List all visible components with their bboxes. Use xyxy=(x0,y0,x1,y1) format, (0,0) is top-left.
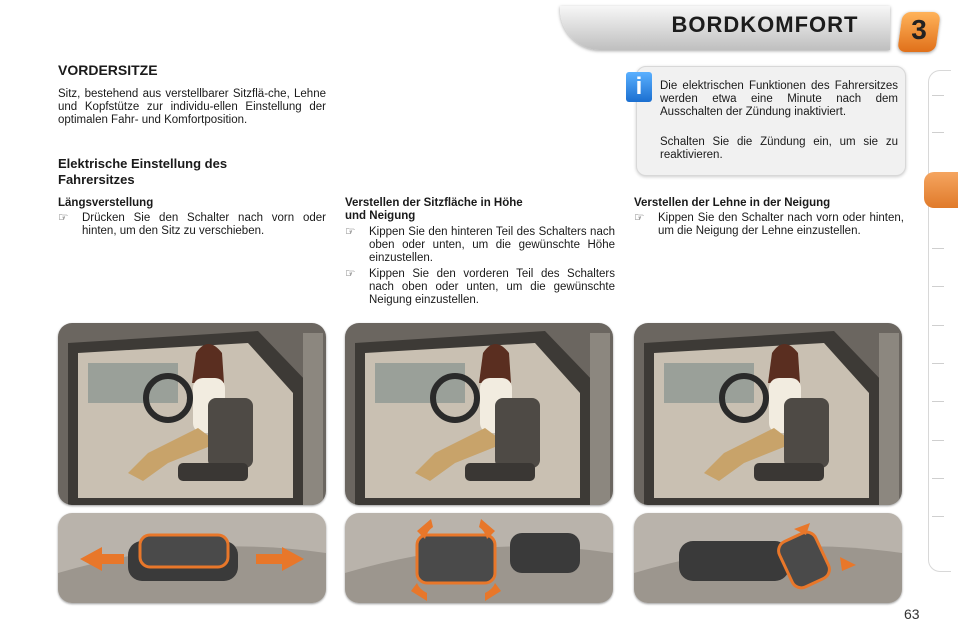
bullet-text: Kippen Sie den hinteren Teil des Schalters nach oben oder unten, um die gewünschte Höhe einzustellen. xyxy=(369,226,615,264)
column-heading-hoehe-line1: Verstellen der Sitzfläche in Höhe xyxy=(345,197,523,209)
chapter-tab-divider xyxy=(932,95,944,96)
column-heading-lehne: Verstellen der Lehne in der Neigung xyxy=(634,197,831,209)
chapter-tab-divider xyxy=(932,132,944,133)
list-item xyxy=(58,212,326,238)
list-item xyxy=(345,268,615,307)
bullet-text: Kippen Sie den Schalter nach vorn oder hinten, um die Neigung der Lehne einzustellen. xyxy=(658,212,904,237)
page-title: BORDKOMFORT xyxy=(671,12,859,37)
switch-closeup-laengs xyxy=(58,513,326,603)
list-item xyxy=(634,212,904,238)
list-item xyxy=(345,226,615,265)
bullet-text: Kippen Sie den vorderen Teil des Schalters nach oben oder unten, um die gewünschte Neigung einzustellen. xyxy=(369,268,615,306)
chapter-tab-divider xyxy=(932,325,944,326)
seat-scene-illustration-2 xyxy=(345,323,613,505)
chapter-tab-divider xyxy=(932,363,944,364)
page-number: 63 xyxy=(904,606,920,622)
seat-scene-illustration-1 xyxy=(58,323,326,505)
chapter-tab-divider xyxy=(932,478,944,479)
column-heading-laengs: Längsverstellung xyxy=(58,197,154,209)
chapter-tab-active[interactable] xyxy=(924,172,958,208)
chapter-tab-divider xyxy=(932,248,944,249)
switch-closeup-hoehe xyxy=(345,513,613,603)
chapter-tab-divider xyxy=(932,516,944,517)
section-title: VORDERSITZE xyxy=(58,62,158,78)
chapter-tab-divider xyxy=(932,440,944,441)
subsection-title-line2: Fahrersitzes xyxy=(58,172,135,187)
chapter-number: 3 xyxy=(911,14,927,45)
hand-pointer-icon: ☞ xyxy=(634,212,645,224)
subsection-title xyxy=(58,156,227,188)
subsection-title-line1: Elektrische Einstellung des xyxy=(58,156,228,171)
hand-pointer-icon: ☞ xyxy=(58,212,69,224)
section-intro: Sitz, bestehend aus verstellbarer Sitzflä-che, Lehne und Kopfstütze zur individu-ellen Einstellung der optimalen Fahr- und Komfortposition. xyxy=(58,88,326,126)
seat-scene-illustration-3 xyxy=(634,323,902,505)
info-paragraph-1: Die elektrischen Funktionen des Fahrersitzes werden etwa eine Minute nach dem Ausschalten der Zündung inaktiviert. xyxy=(660,80,898,118)
info-icon: i xyxy=(626,72,652,102)
hand-pointer-icon: ☞ xyxy=(345,268,356,280)
switch-closeup-lehne xyxy=(634,513,902,603)
column-heading-hoehe-line2: und Neigung xyxy=(345,210,416,222)
chapter-tab-divider xyxy=(932,401,944,402)
info-paragraph-2: Schalten Sie die Zündung ein, um sie zu reaktivieren. xyxy=(660,136,898,161)
hand-pointer-icon: ☞ xyxy=(345,226,356,238)
chapter-tab-divider xyxy=(932,286,944,287)
column-heading-hoehe xyxy=(345,197,615,223)
chapter-tab-strip xyxy=(928,70,951,572)
bullet-text: Drücken Sie den Schalter nach vorn oder hinten, um den Sitz zu verschieben. xyxy=(82,212,326,237)
